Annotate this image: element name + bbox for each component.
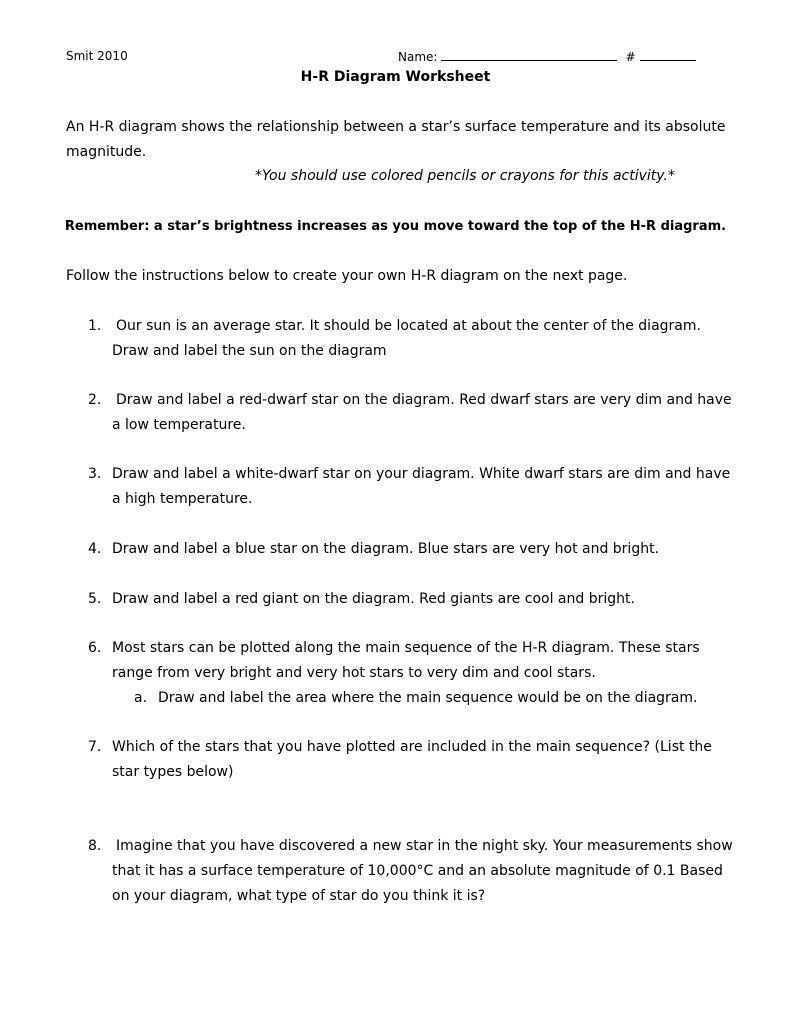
list-item-text: Our sun is an average star. It should be located at about the center of the diagram. Draw and label the sun on the diagram	[112, 318, 701, 359]
list-item-text: Which of the stars that you have plotted are included in the main sequence? (List the star types below)	[112, 739, 712, 780]
list-item-text: Draw and label a red giant on the diagram. Red giants are cool and bright.	[112, 591, 635, 607]
sub-list-item	[134, 686, 734, 711]
intro-paragraph: An H-R diagram shows the relationship between a star’s surface temperature and its absolute magnitude.	[66, 119, 726, 160]
list-item-text: Most stars can be plotted along the main sequence of the H-R diagram. These stars range from very bright and very hot stars to very dim and cool stars.	[112, 640, 700, 681]
list-item-text: Draw and label a red-dwarf star on the diagram. Red dwarf stars are very dim and have a low temperature.	[112, 392, 732, 433]
name-label: Name:	[398, 50, 438, 64]
name-blank-line[interactable]	[441, 48, 617, 61]
materials-note: *You should use colored pencils or crayons for this activity.*	[255, 168, 675, 184]
author-label: Smit 2010	[66, 49, 128, 63]
instructions-intro: Follow the instructions below to create your own H-R diagram on the next page.	[66, 268, 628, 284]
list-item-text: Draw and label a blue star on the diagram. Blue stars are very hot and bright.	[112, 541, 660, 557]
sub-list-item-letter: a.	[134, 690, 148, 706]
list-item	[88, 735, 738, 785]
list-item-number: 2.	[88, 392, 102, 408]
list-item	[88, 462, 738, 512]
number-blank-line[interactable]	[640, 48, 696, 61]
list-item-text: Draw and label a white-dwarf star on your diagram. White dwarf stars are dim and have a high temperature.	[112, 466, 731, 507]
list-item-number: 6.	[88, 640, 102, 656]
number-label: #	[625, 50, 636, 64]
sub-list-item-text: Draw and label the area where the main sequence would be on the diagram.	[158, 690, 698, 706]
list-item	[88, 537, 738, 562]
page-title: H-R Diagram Worksheet	[300, 69, 491, 85]
list-item-number: 1.	[88, 318, 102, 334]
list-item	[88, 314, 738, 364]
list-item-number: 5.	[88, 591, 102, 607]
page-header	[0, 48, 791, 68]
list-item	[88, 388, 738, 438]
list-item-number: 4.	[88, 541, 102, 557]
list-item	[88, 636, 738, 686]
list-item-text: Imagine that you have discovered a new star in the night sky. Your measurements show that it has a surface temperature of 10,000°C and an absolute magnitude of 0.1 Based on your diagram, what type of star do you think it is?	[112, 838, 733, 904]
list-item	[88, 834, 738, 909]
list-item	[88, 587, 738, 612]
name-field-group	[398, 48, 696, 65]
list-item-number: 7.	[88, 739, 102, 755]
list-item-number: 8.	[88, 838, 102, 854]
remember-note: Remember: a star’s brightness increases as you move toward the top of the H-R diagram.	[64, 219, 727, 234]
list-item-number: 3.	[88, 466, 102, 482]
